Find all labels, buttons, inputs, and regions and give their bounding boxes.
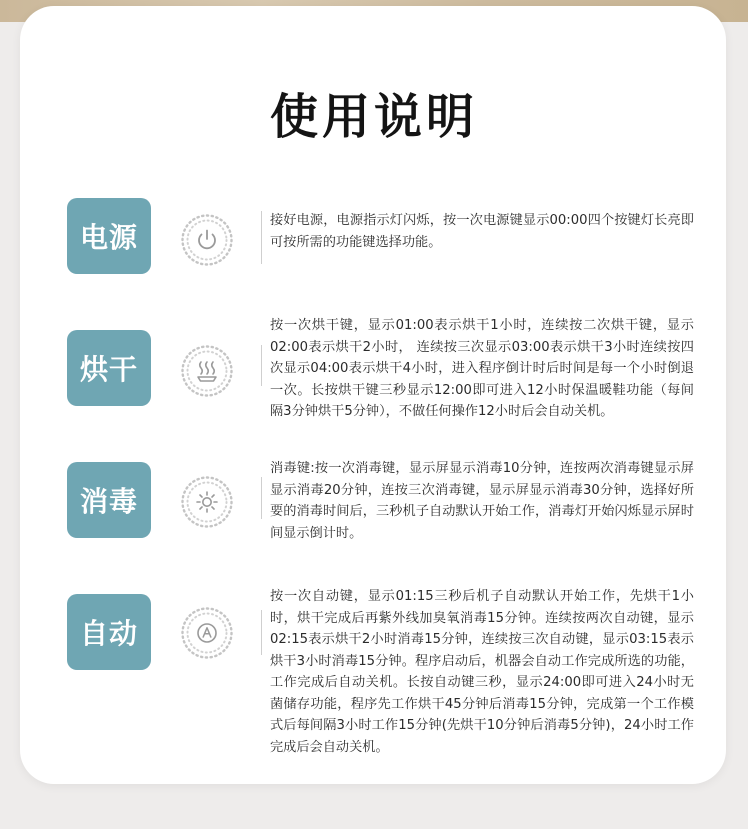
divider [261, 345, 262, 386]
page-title: 使用说明 [269, 89, 478, 145]
power-badge: 电源 [67, 198, 151, 274]
dry-description: 按一次烘干键，显示01:00表示烘干1小时，连续按二次烘干键，显示02:00表示烘干2小时， 连续按三次显示03:00表示烘干3小时连续按四次显示04:00表示烘干4小时，进入程序倒计时后时间是每一个小时倒退一次。长按烘干键三秒显示12:00即可进入12小时保温暖鞋功能（每间隔3分钟烘干5分钟），不做任何操作12小时后会自动关机。 [270, 318, 694, 419]
divider [261, 211, 262, 264]
auto-badge: 自动 [67, 594, 151, 670]
heat-icon [180, 344, 234, 398]
disinfect-badge: 消毒 [67, 462, 151, 538]
power-description: 接好电源，电源指示灯闪烁，按一次电源键显示00:00四个按键灯长亮即可按所需的功能键选择功能。 [270, 213, 694, 250]
power-icon [180, 213, 234, 267]
sun-icon [180, 475, 234, 529]
auto-icon [180, 606, 234, 660]
auto-description: 按一次自动键，显示01:15三秒后机子自动默认开始工作，先烘干1小时，烘干完成后再紫外线加臭氧消毒15分钟。连续按两次自动键，显示02:15表示烘干2小时消毒15分钟，连续按三次自动键，显示03:15表示烘干3小时消毒15分钟。程序启动后，机器会自动工作完成所选的功能，工作完成后自动关机。长按自动键三秒，显示24:00即可进入24小时无菌储存功能，程序先工作烘干45分钟后消毒15分钟，完成第一个工作模式后每间隔3小时工作15分钟(先烘干10分钟后消毒5分钟)，24小时工作完成后会自动关机。 [270, 589, 694, 755]
divider [261, 610, 262, 655]
dry-badge: 烘干 [67, 330, 151, 406]
divider [261, 477, 262, 519]
disinfect-description: 消毒键:按一次消毒键，显示屏显示消毒10分钟，连按两次消毒键显示屏显示消毒20分钟，连按三次消毒键，显示屏显示消毒30分钟，选择好所要的消毒时间后，三秒机子自动默认开始工作，消毒灯开始闪烁显示屏时间显示倒计时。 [270, 461, 694, 541]
